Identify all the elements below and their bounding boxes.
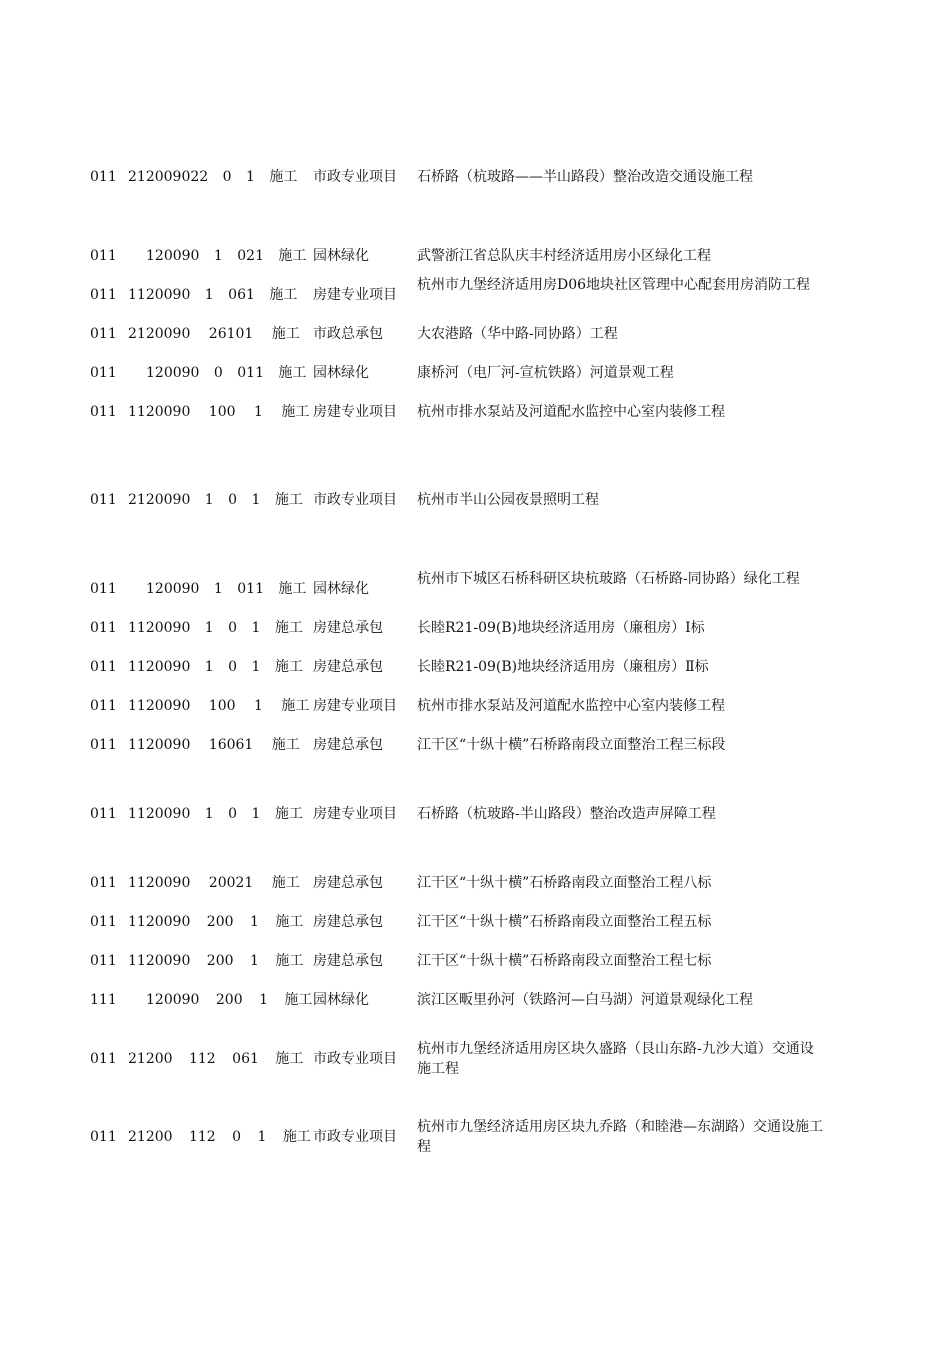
row-project-name: 杭州市九堡经济适用房区块久盛路（艮山东路-九沙大道）交通设施工程 — [417, 1041, 814, 1077]
row-numbers: 1120090 16061 施工 — [128, 737, 300, 753]
row-numbers: 1120090 100 1 施工 — [128, 698, 310, 714]
row-code: 011 — [90, 1129, 117, 1145]
row-category: 房建总承包 — [313, 659, 383, 675]
row-project-name: 武警浙江省总队庆丰村经济适用房小区绿化工程 — [417, 248, 711, 264]
row-project-name: 杭州市下城区石桥科研区块杭玻路（石桥路-同协路）绿化工程 — [417, 571, 800, 587]
row-project-name: 石桥路（杭玻路-半山路段）整治改造声屏障工程 — [417, 806, 716, 822]
row-project-name: 江干区“十纵十横”石桥路南段立面整治工程七标 — [417, 953, 712, 969]
row-code: 011 — [90, 248, 117, 264]
row-numbers: 2120090 1 0 1 施工 — [128, 492, 303, 508]
row-project-name: 江干区“十纵十横”石桥路南段立面整治工程三标段 — [417, 737, 726, 753]
row-category: 房建总承包 — [313, 737, 383, 753]
row-code: 011 — [90, 806, 117, 822]
row-category: 房建总承包 — [313, 620, 383, 636]
row-numbers: 120090 1 011 施工 — [146, 581, 307, 597]
row-category: 园林绿化 — [313, 365, 369, 381]
row-code: 011 — [90, 620, 117, 636]
row-code: 011 — [90, 737, 117, 753]
row-code: 111 — [90, 992, 117, 1008]
row-code: 011 — [90, 1051, 117, 1067]
row-category: 市政专业项目 — [313, 169, 397, 185]
row-numbers: 1120090 100 1 施工 — [128, 404, 310, 420]
row-numbers: 120090 1 021 施工 — [146, 248, 307, 264]
row-numbers: 212009022 0 1 施工 — [128, 169, 298, 185]
row-numbers: 21200 112 0 1 施工 — [128, 1129, 311, 1145]
row-numbers: 1120090 1 0 1 施工 — [128, 659, 303, 675]
row-category: 房建专业项目 — [313, 806, 397, 822]
row-project-name: 江干区“十纵十横”石桥路南段立面整治工程八标 — [417, 875, 712, 891]
row-project-name: 滨江区畈里孙河（铁路河—白马湖）河道景观绿化工程 — [417, 992, 753, 1008]
row-category: 市政专业项目 — [313, 1051, 397, 1067]
row-project-name: 江干区“十纵十横”石桥路南段立面整治工程五标 — [417, 914, 712, 930]
row-category: 房建总承包 — [313, 953, 383, 969]
row-code: 011 — [90, 875, 117, 891]
row-project-name: 杭州市半山公园夜景照明工程 — [417, 492, 599, 508]
row-category: 房建总承包 — [313, 914, 383, 930]
row-numbers: 120090 0 011 施工 — [146, 365, 307, 381]
row-numbers: 2120090 26101 施工 — [128, 326, 300, 342]
row-category: 房建专业项目 — [313, 287, 397, 303]
row-code: 011 — [90, 169, 117, 185]
row-project-name: 杭州市九堡经济适用房D06地块社区管理中心配套用房消防工程 — [417, 277, 811, 293]
row-code: 011 — [90, 492, 117, 508]
row-numbers: 1120090 200 1 施工 — [128, 953, 304, 969]
row-category: 市政总承包 — [313, 326, 383, 342]
row-code: 011 — [90, 953, 117, 969]
row-project-name: 长睦R21-09(B)地块经济适用房（廉租房）I标 — [417, 620, 705, 636]
row-category: 园林绿化 — [313, 581, 369, 597]
row-project-name: 大农港路（华中路-同协路）工程 — [417, 326, 618, 342]
row-code: 011 — [90, 404, 117, 420]
row-category: 市政专业项目 — [313, 492, 397, 508]
row-code: 011 — [90, 365, 117, 381]
row-numbers: 1120090 1 061 施工 — [128, 287, 298, 303]
row-code: 011 — [90, 914, 117, 930]
row-category: 市政专业项目 — [313, 1129, 397, 1145]
row-numbers: 1120090 1 0 1 施工 — [128, 806, 303, 822]
row-code: 011 — [90, 698, 117, 714]
row-project-name: 杭州市九堡经济适用房区块九乔路（和睦港—东湖路）交通设施工程 — [417, 1119, 823, 1155]
row-code: 011 — [90, 581, 117, 597]
row-numbers: 120090 200 1 施工 — [146, 992, 313, 1008]
row-numbers: 1120090 20021 施工 — [128, 875, 300, 891]
row-numbers: 21200 112 061 施工 — [128, 1051, 304, 1067]
row-project-name: 杭州市排水泵站及河道配水监控中心室内装修工程 — [417, 698, 725, 714]
row-category: 房建专业项目 — [313, 404, 397, 420]
row-category: 房建总承包 — [313, 875, 383, 891]
row-project-name: 杭州市排水泵站及河道配水监控中心室内装修工程 — [417, 404, 725, 420]
row-project-name: 石桥路（杭玻路——半山路段）整治改造交通设施工程 — [417, 169, 753, 185]
row-numbers: 1120090 1 0 1 施工 — [128, 620, 303, 636]
row-category: 园林绿化 — [313, 248, 369, 264]
row-category: 房建专业项目 — [313, 698, 397, 714]
row-code: 011 — [90, 659, 117, 675]
row-code: 011 — [90, 326, 117, 342]
row-project-name: 康桥河（电厂河-宣杭铁路）河道景观工程 — [417, 365, 674, 381]
row-code: 011 — [90, 287, 117, 303]
row-project-name: 长睦R21-09(B)地块经济适用房（廉租房）Ⅱ标 — [417, 659, 709, 675]
row-category: 园林绿化 — [313, 992, 369, 1008]
row-numbers: 1120090 200 1 施工 — [128, 914, 304, 930]
